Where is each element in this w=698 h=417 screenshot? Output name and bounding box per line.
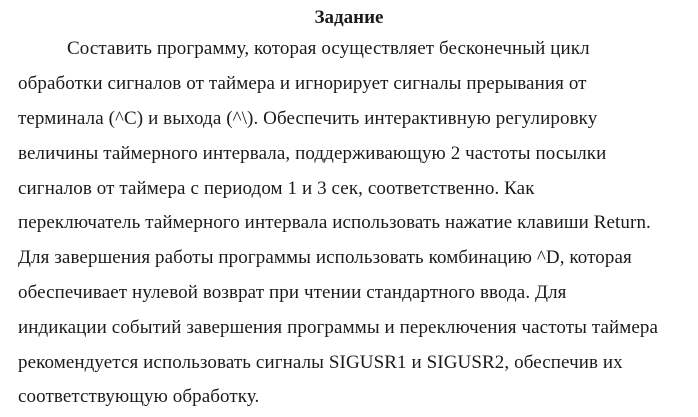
paragraph-line-6: переключатель таймерного интервала использовать нажатие клавиши Return. [18,212,651,233]
document-title: Задание [314,7,384,28]
paragraph-line-7: Для завершения работы программы использовать комбинацию ^D, которая [18,247,632,268]
paragraph-line-10: рекомендуется использовать сигналы SIGUSR1 и SIGUSR2, обеспечив их [18,352,623,373]
paragraph-line-4: величины таймерного интервала, поддерживающую 2 частоты посылки [18,143,607,164]
paragraph-line-2: обработки сигналов от таймера и игнорирует сигналы прерывания от [18,73,587,94]
paragraph-line-9: индикации событий завершения программы и переключения частоты таймера [18,317,659,338]
paragraph-line-8: обеспечивает нулевой возврат при чтении стандартного ввода. Для [18,282,567,303]
paragraph-line-1: Составить программу, которая осуществляет бесконечный цикл [67,38,590,59]
paragraph-line-3: терминала (^C) и выхода (^\). Обеспечить интерактивную регулировку [18,108,598,129]
paragraph-line-5: сигналов от таймера с периодом 1 и 3 сек, соответственно. Как [18,178,535,199]
paragraph-line-11: соответствующую обработку. [18,386,260,407]
